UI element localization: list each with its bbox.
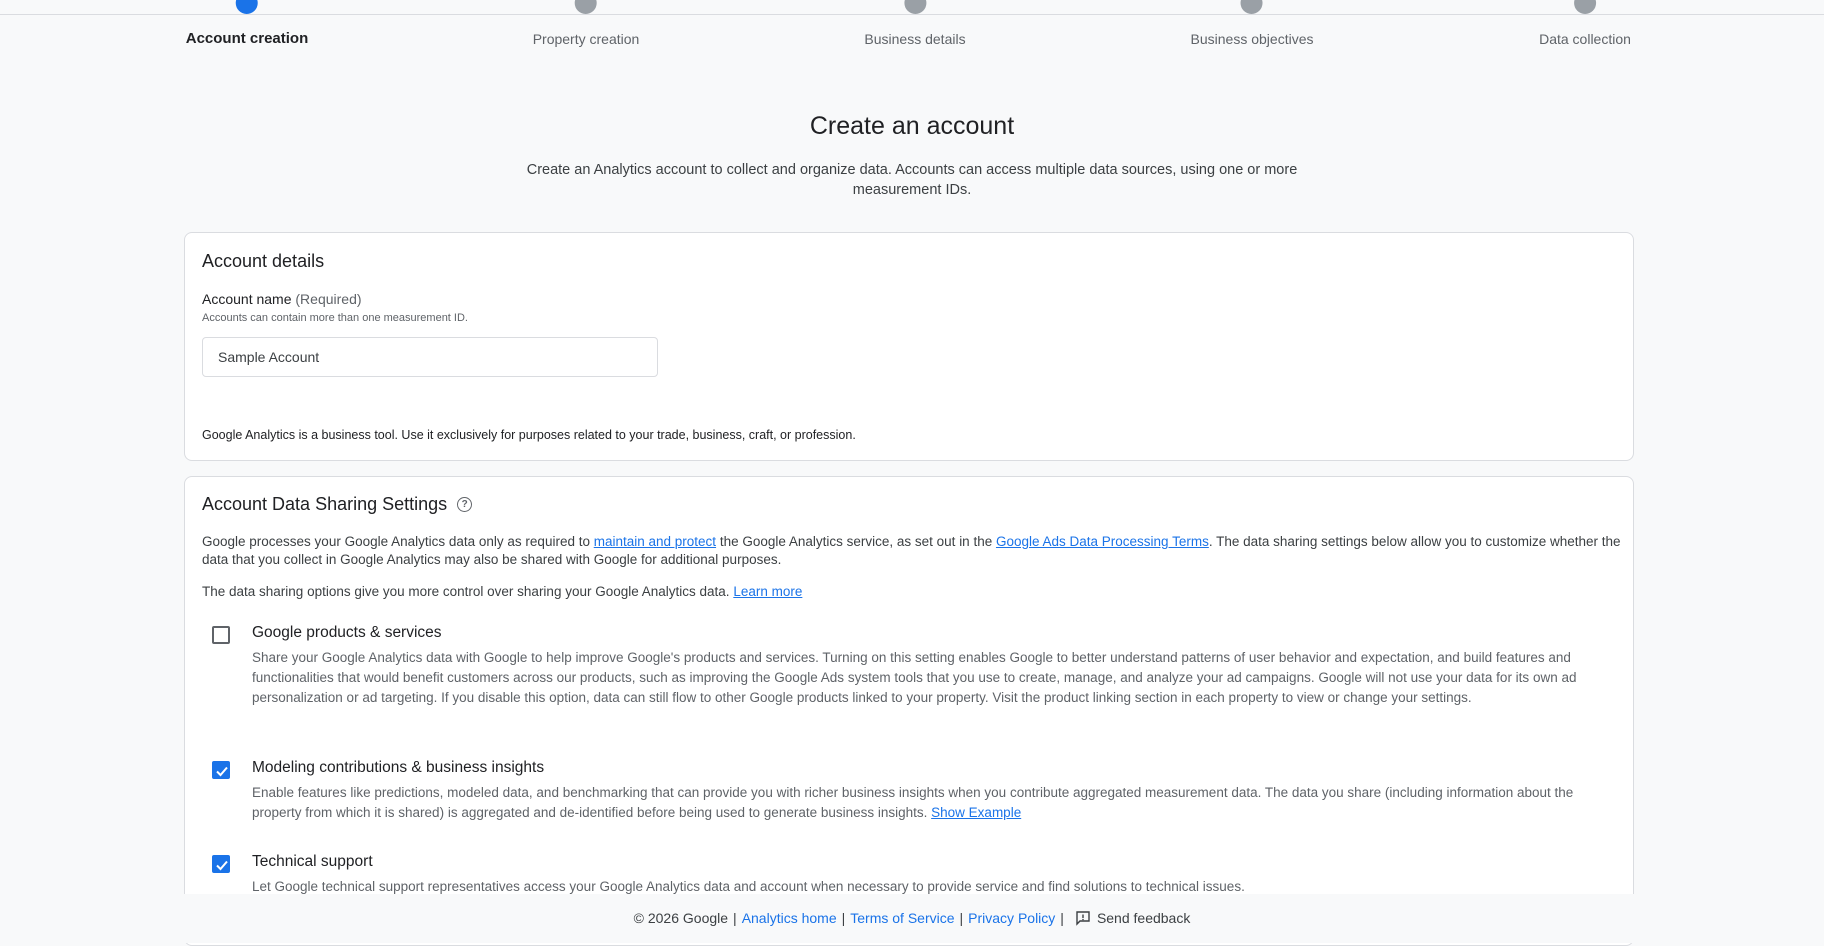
learn-more-link[interactable]: Learn more [733, 584, 803, 599]
step-indicator [1574, 0, 1596, 14]
send-feedback-label: Send feedback [1096, 910, 1191, 926]
option-description: Let Google technical support representatives access your Google Analytics data and account when necessary to provide service and find solutions to technical issues. [252, 879, 1245, 894]
analytics-home-link[interactable]: Analytics home [741, 910, 837, 926]
account-name-label-text: Account name [202, 291, 292, 307]
feedback-icon [1075, 910, 1091, 926]
option-description: Share your Google Analytics data with Google to help improve Google's products and services. Turning on this setting enables Google to better understand patterns of user behavior and expectation, and build features and functionalities that would benefit customers across our products, such as improving the Google Ads system tools that you use to create, manage, and analyze your ad campaigns. Google will not use your data for its own ad personalization or ad targeting. If you disable this option, data can still flow to other Google products linked to your property. Visit the product linking section in each property to view or change your settings. [252, 650, 1577, 705]
account-name-input[interactable] [202, 337, 658, 377]
show-example-link[interactable]: Show Example [931, 805, 1022, 820]
control-text: The data sharing options give you more control over sharing your Google Analytics data. [202, 584, 734, 599]
step-indicator [904, 0, 926, 14]
step-label: Account creation [185, 30, 309, 47]
business-tool-note: Google Analytics is a business tool. Use it exclusively for purposes related to your trade, business, craft, or profession. [202, 428, 856, 442]
maintain-protect-link[interactable]: maintain and protect [593, 534, 717, 549]
intro-text: Google processes your Google Analytics data only as required to [202, 534, 594, 549]
data-sharing-heading [202, 494, 472, 515]
send-feedback-button[interactable] [1075, 910, 1190, 926]
account-details-heading: Account details [202, 251, 325, 271]
data-sharing-card [184, 476, 1634, 946]
step-label: Business details [864, 31, 966, 47]
step-indicator [236, 0, 258, 14]
step-label: Property creation [532, 31, 640, 47]
option-title: Technical support [252, 853, 373, 870]
step-label: Business objectives [1190, 31, 1314, 47]
stepper [0, 0, 1824, 70]
google-products-checkbox[interactable] [212, 626, 230, 644]
page-title: Create an account [809, 112, 1015, 140]
account-name-help: Accounts can contain more than one measurement ID. [202, 312, 468, 324]
data-sharing-heading-text: Account Data Sharing Settings [202, 494, 448, 514]
checkmark-icon [215, 858, 229, 872]
option-description-text: Enable features like predictions, modeled data, and benchmarking that can provide you with richer business insights when you contribute aggregated measurement data. The data you share (including information about the property from which it is shared) is aggregated and de-identified before being used to generate business insights. [252, 785, 1574, 820]
option-title: Modeling contributions & business insights [252, 759, 545, 776]
step-property-creation [533, 0, 640, 47]
option-description [252, 783, 1622, 823]
copyright: © 2026 Google [633, 910, 729, 926]
account-details-card [184, 232, 1634, 461]
intro-text: the Google Analytics service, as set out in the [716, 534, 996, 549]
terms-of-service-link[interactable]: Terms of Service [850, 910, 955, 926]
intro-text: . The data sharing settings below allow you to customize whether the data that you collect in Google Analytics may also be shared with Google for additional purposes. [202, 534, 1621, 567]
step-data-collection [1539, 0, 1631, 47]
technical-support-checkbox[interactable] [212, 855, 230, 873]
step-label: Data collection [1539, 31, 1631, 47]
footer-content [634, 910, 1191, 926]
sharing-intro [202, 533, 1622, 569]
separator: | [959, 910, 964, 926]
required-marker: (Required) [295, 291, 362, 307]
step-business-details [864, 0, 965, 47]
sharing-control-text [202, 583, 1622, 601]
separator: | [733, 910, 737, 926]
option-title: Google products & services [252, 624, 442, 641]
footer [0, 894, 1824, 943]
modeling-contributions-checkbox[interactable] [212, 761, 230, 779]
step-indicator [1241, 0, 1263, 14]
step-business-objectives [1191, 0, 1314, 47]
separator: | [1060, 910, 1064, 926]
help-icon[interactable]: ? [457, 497, 472, 512]
privacy-policy-link[interactable]: Privacy Policy [968, 910, 1056, 926]
account-name-label [202, 291, 362, 307]
step-account-creation [186, 0, 309, 47]
page-subtitle: Create an Analytics account to collect and organize data. Accounts can access multiple data sources, using one or more measurement IDs. [526, 162, 1298, 198]
separator: | [841, 910, 846, 926]
checkmark-icon [215, 764, 229, 778]
step-indicator [575, 0, 597, 14]
ads-terms-link[interactable]: Google Ads Data Processing Terms [995, 534, 1209, 549]
